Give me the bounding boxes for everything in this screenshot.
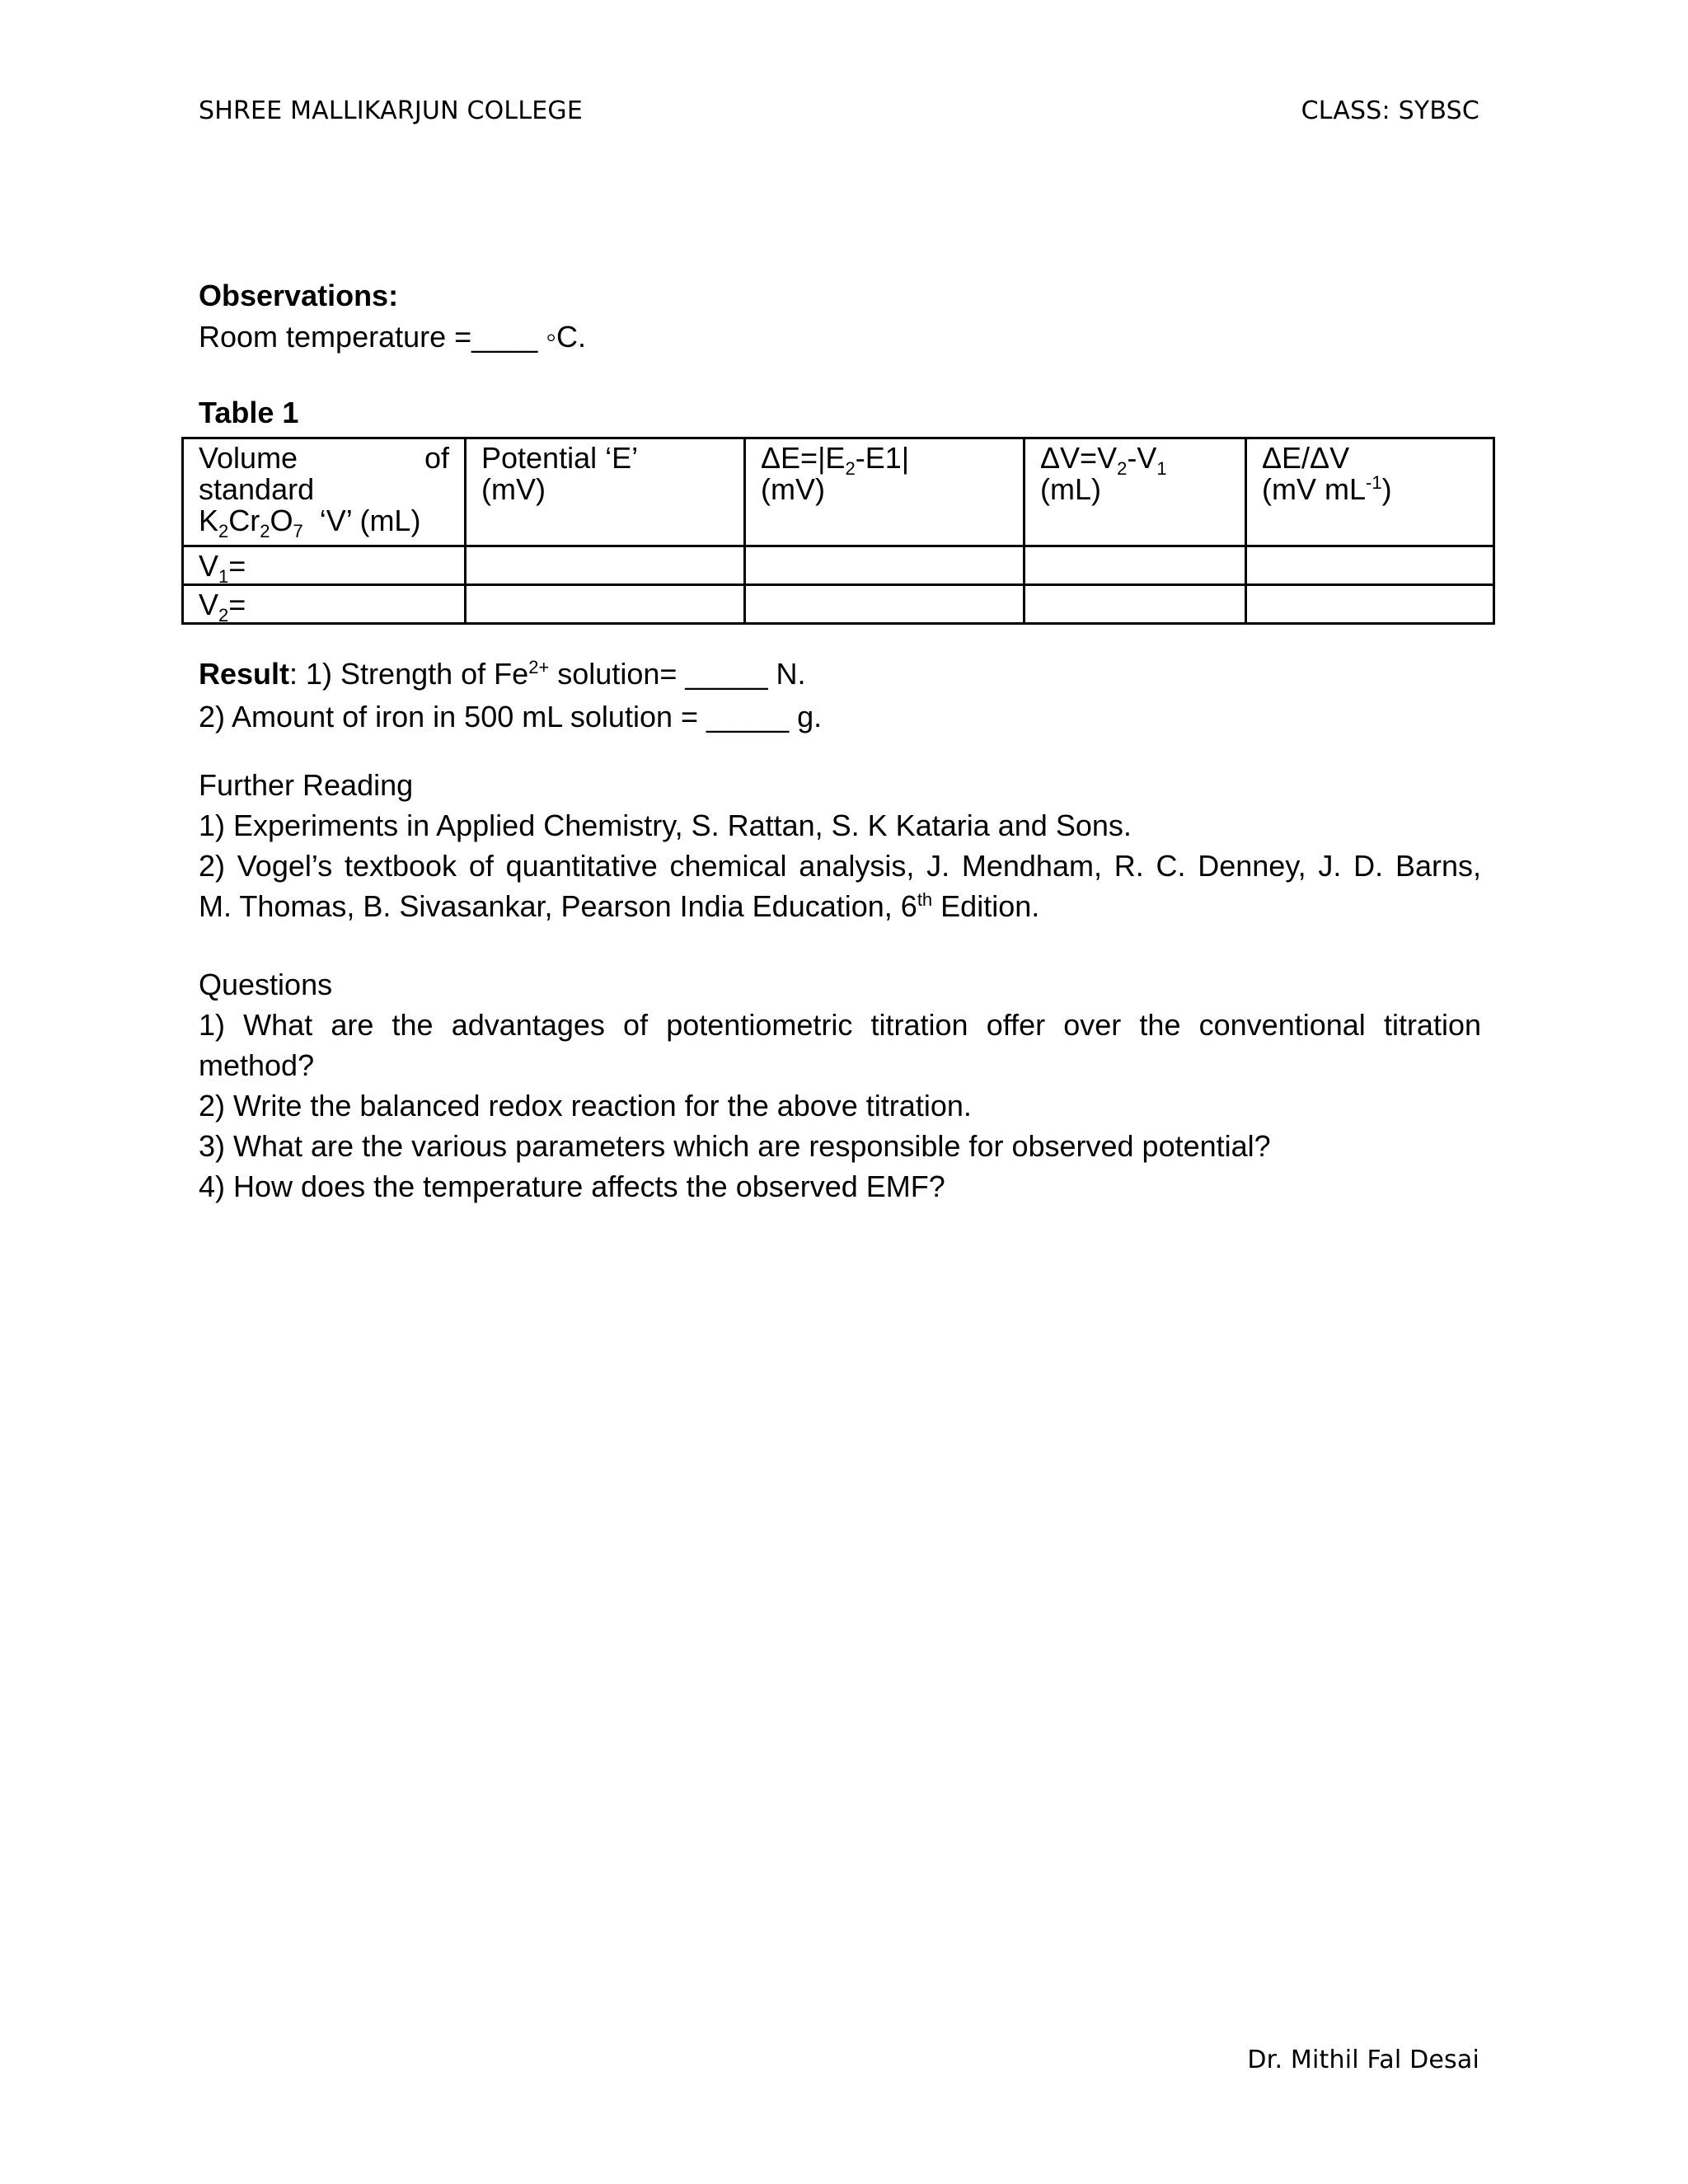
header-delta-v bbox=[1025, 438, 1246, 546]
delta-v-sub1: 2 bbox=[1117, 458, 1128, 480]
header-volume-line1 bbox=[199, 443, 449, 474]
question-1-line2: method? bbox=[199, 1048, 315, 1082]
reading-item-2-b: Edition. bbox=[932, 889, 1040, 923]
formula-sub2: 2 bbox=[260, 521, 270, 542]
author-name: Dr. Mithil Fal Desai bbox=[1247, 2046, 1479, 2074]
de-dv-b: ) bbox=[1381, 472, 1392, 506]
delta-e-sub: 2 bbox=[845, 458, 856, 480]
table-cell bbox=[1025, 585, 1246, 624]
room-temperature-line: Room temperature =____ ◦C. bbox=[199, 320, 587, 354]
observations-section bbox=[199, 275, 1481, 434]
table-header-row bbox=[183, 438, 1494, 546]
questions-heading: Questions bbox=[199, 968, 333, 1001]
v1-a: V bbox=[199, 549, 219, 583]
table-row bbox=[183, 585, 1494, 624]
delta-v-a: ΔV=V bbox=[1040, 441, 1118, 475]
header-potential-label: Potential ‘E’ bbox=[481, 441, 639, 475]
table-cell bbox=[466, 585, 745, 624]
delta-e-b: -E1| bbox=[855, 441, 910, 475]
table-title: Table 1 bbox=[199, 396, 299, 429]
v2-sub: 2 bbox=[218, 605, 229, 626]
further-reading-section bbox=[199, 765, 1481, 926]
question-4: 4) How does the temperature affects the observed EMF? bbox=[199, 1169, 945, 1203]
table-cell bbox=[1025, 546, 1246, 585]
reading-item-2-sup: th bbox=[917, 889, 933, 910]
row-label-v2 bbox=[183, 585, 466, 624]
further-reading-heading: Further Reading bbox=[199, 768, 414, 802]
result-label: Result bbox=[199, 657, 290, 691]
college-name: SHREE MALLIKARJUN COLLEGE bbox=[199, 96, 584, 125]
v2-a: V bbox=[199, 588, 219, 621]
de-dv-a: (mV mL bbox=[1262, 472, 1366, 506]
questions-section bbox=[199, 964, 1481, 1207]
header-potential bbox=[466, 438, 745, 546]
table-cell bbox=[745, 585, 1025, 624]
reading-item-2-line2 bbox=[199, 886, 1481, 926]
observation-table bbox=[181, 437, 1495, 625]
header-de-dv-unit bbox=[1262, 474, 1478, 505]
formula-unit: ‘V’ (mL) bbox=[302, 504, 421, 537]
header-formula bbox=[199, 504, 449, 542]
reading-item-2-line1: 2) Vogel’s textbook of quantitative chemical analysis, J. Mendham, R. C. Denney, J. D. Barns, bbox=[199, 849, 1481, 883]
formula-sub1: 2 bbox=[218, 521, 229, 542]
result-line2: 2) Amount of iron in 500 mL solution = _____ g. bbox=[199, 700, 823, 733]
result-line1-b: solution= _____ N. bbox=[549, 657, 806, 691]
header-de-dv bbox=[1246, 438, 1494, 546]
header-volume-word: Volume bbox=[199, 441, 298, 475]
formula-cr: Cr bbox=[228, 504, 260, 537]
formula-k: K bbox=[199, 504, 219, 537]
v1-sub: 1 bbox=[218, 566, 229, 588]
delta-v-sub2: 1 bbox=[1156, 458, 1167, 480]
header-volume bbox=[183, 438, 466, 546]
result-line1-a: : 1) Strength of Fe bbox=[289, 657, 529, 691]
question-1-line1: 1) What are the advantages of potentiometric titration offer over the conventional titration bbox=[199, 1008, 1481, 1042]
table-cell bbox=[745, 546, 1025, 585]
row-label-v1 bbox=[183, 546, 466, 588]
question-2: 2) Write the balanced redox reaction for the above titration. bbox=[199, 1089, 972, 1122]
header-delta-e bbox=[745, 438, 1025, 546]
reading-item-2-a: M. Thomas, B. Sivasankar, Pearson India Education, 6 bbox=[199, 889, 917, 923]
header-standard: standard bbox=[199, 472, 315, 506]
reading-item-1: 1) Experiments in Applied Chemistry, S. Rattan, S. K Kataria and Sons. bbox=[199, 808, 1132, 842]
table-row bbox=[183, 546, 1494, 585]
header-delta-v-unit: (mL) bbox=[1040, 472, 1101, 506]
header-delta-e-label bbox=[761, 441, 1008, 480]
observations-heading: Observations: bbox=[199, 279, 399, 312]
formula-sub3: 7 bbox=[293, 521, 303, 542]
delta-v-b: -V bbox=[1127, 441, 1157, 475]
result-line1 bbox=[199, 653, 1481, 696]
header-of-word: of bbox=[424, 441, 449, 475]
v2-b: = bbox=[228, 588, 246, 621]
table-cell bbox=[1246, 546, 1494, 585]
v1-b: = bbox=[228, 549, 246, 583]
class-label: CLASS: SYBSC bbox=[1301, 96, 1479, 125]
result-section bbox=[199, 653, 1481, 738]
question-3: 3) What are the various parameters which are responsible for observed potential? bbox=[199, 1129, 1271, 1163]
delta-e-a: ΔE=|E bbox=[761, 441, 846, 475]
table-cell bbox=[1246, 585, 1494, 624]
header-potential-unit: (mV) bbox=[481, 472, 546, 506]
result-sup: 2+ bbox=[528, 657, 550, 677]
header-delta-e-unit: (mV) bbox=[761, 472, 825, 506]
formula-o: O bbox=[270, 504, 293, 537]
de-dv-sup: -1 bbox=[1366, 472, 1382, 493]
header-delta-v-label bbox=[1040, 441, 1230, 480]
header-de-dv-label: ΔE/ΔV bbox=[1262, 441, 1350, 475]
table-cell bbox=[466, 546, 745, 585]
